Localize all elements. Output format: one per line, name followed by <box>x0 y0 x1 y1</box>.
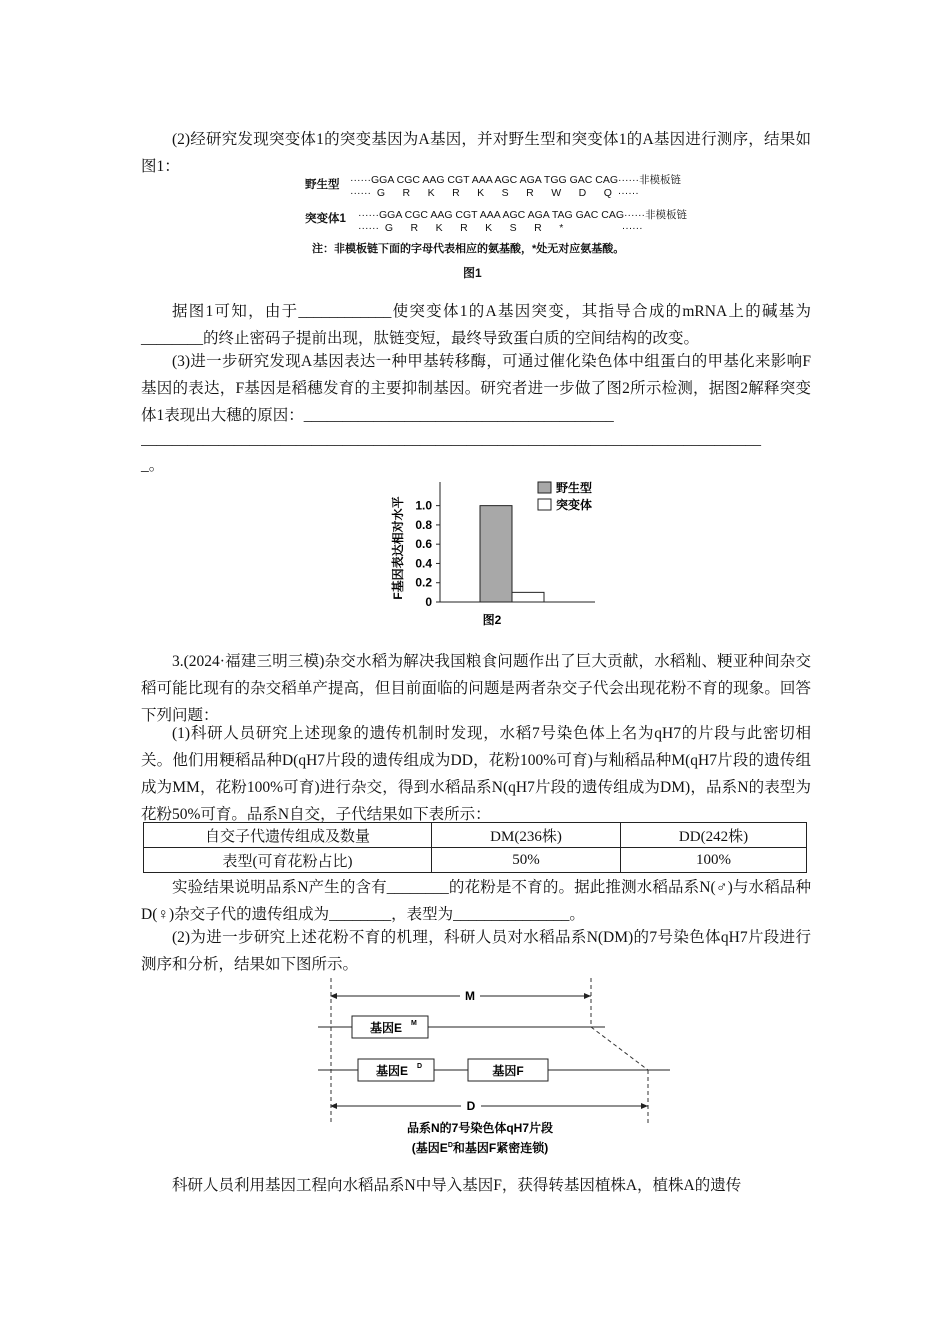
table-cell: DD(242株) <box>621 823 807 848</box>
problem-3-intro: 3.(2024·福建三明三模)杂交水稻为解决我国粮食问题作出了巨大贡献，水稻籼、粳亚种间杂交稻可能比现有的杂交稻单产提高，但目前面临的问题是两者杂交子代会出现花粉不育的现象。回答下列问题： <box>141 653 811 724</box>
figure-2-chart <box>380 474 620 630</box>
problem-3-result: 实验结果说明品系N产生的含有________的花粉是不育的。据此推测水稻品系N(♂)与水稻品种D(♀)杂交子代的遗传组成为________，表型为_______________。 <box>141 879 811 923</box>
wild-type-label: 野生型 <box>305 179 340 191</box>
gene-ed-label: 基因E <box>375 1064 409 1078</box>
bar-wild-type <box>480 506 512 602</box>
y-tick-label: 0 <box>425 595 432 609</box>
y-axis-label: F基因表达相对水平 <box>391 496 405 600</box>
answer-line-end: _。 <box>141 457 165 474</box>
mutant-sequence: ······GGA CGC AAG CGT AAA AGC AGA TAG GAC CAG······非模板链 <box>358 209 688 221</box>
wild-type-sequence: ······GGA CGC AAG CGT AAA AGC AGA TGG GAC CAG······非模板链 <box>350 174 681 186</box>
y-tick-label: 0.8 <box>415 517 432 532</box>
table-row <box>144 848 807 873</box>
gene-em-label: 基因E <box>369 1021 403 1035</box>
wild-type-amino-acids: ······ G R K R K S R W D Q ······ <box>350 187 639 199</box>
figure-1-note: 注：非模板链下面的字母代表相应的氨基酸，*处无对应氨基酸。 <box>312 243 625 255</box>
y-tick-label: 1.0 <box>415 498 432 513</box>
mutant-1-label: 突变体1 <box>305 213 346 225</box>
y-tick-label: 0.2 <box>415 575 432 590</box>
table-cell: 表型(可育花粉占比) <box>144 848 432 873</box>
legend-swatch <box>538 482 551 493</box>
diagram-caption: 品系N的7号染色体qH7片段 <box>406 1121 554 1135</box>
table-cell: 50% <box>432 848 621 873</box>
y-tick-label: 0.6 <box>415 537 432 552</box>
chromosome-diagram <box>310 974 680 1164</box>
legend-label: 突变体 <box>556 498 593 512</box>
legend-swatch <box>538 499 551 510</box>
q2-intro: (2)经研究发现突变体1的突变基因为A基因，并对野生型和突变体1的A基因进行测序，结果如图1： <box>141 131 811 175</box>
table-cell: DM(236株) <box>432 823 621 848</box>
figure-1-caption: 图1 <box>463 266 482 280</box>
answer-line: ________________________________________________________________________________ <box>141 431 761 448</box>
problem-3-part1: (1)科研人员研究上述现象的遗传机制时发现，水稻7号染色体上名为qH7的片段与此密切相关。他们用粳稻品种D(qH7片段的遗传组成为DD，花粉100%可育)与籼稻品种M(qH7片段的遗传组成为MM，花粉100%可育)进行杂交，得到水稻品系N(qH7片段的遗传组成为DM)，品系N的表型为花粉50%可育。品系N自交，子代结果如下表所示： <box>141 725 811 823</box>
table-cell: 100% <box>621 848 807 873</box>
m-label: M <box>465 989 475 1003</box>
offspring-table <box>143 822 807 873</box>
bar-mutant <box>512 592 544 602</box>
gene-ed-superscript: D <box>417 1063 423 1070</box>
problem-3-continuation: 科研人员利用基因工程向水稻品系N中导入基因F，获得转基因植株A，植株A的遗传 <box>172 1177 742 1194</box>
gene-em-superscript: M <box>411 1020 417 1027</box>
problem-3-part2: (2)为进一步研究上述花粉不育的机理，科研人员对水稻品系N(DM)的7号染色体qH7片段进行测序和分析，结果如下图所示。 <box>141 929 811 973</box>
d-label: D <box>466 1099 476 1113</box>
gene-f-label: 基因F <box>492 1064 524 1078</box>
y-tick-label: 0.4 <box>415 556 432 571</box>
mutant-amino-acids: ······ G R K R K S R * ······ <box>358 222 643 234</box>
table-cell: 自交子代遗传组成及数量 <box>144 823 432 848</box>
diagram-subcaption: (基因$E^D$和基因F紧密连锁) <box>411 1141 549 1155</box>
figure-2-caption: 图2 <box>482 613 502 627</box>
q3-question: (3)进一步研究发现A基因表达一种甲基转移酶，可通过催化染色体中组蛋白的甲基化来影响F基因的表达，F基因是稻穗发育的主要抑制基因。研究者进一步做了图2所示检测，据图2解释突变体1表现出大穗的原因：________________________________________ <box>141 353 811 424</box>
table-row <box>144 823 807 848</box>
legend-label: 野生型 <box>556 481 593 495</box>
deletion-indicator-line <box>591 1027 648 1070</box>
q2-answer-paragraph: 据图1可知，由于____________使突变体1的A基因突变，其指导合成的mRNA上的碱基为________的终止密码子提前出现，肽链变短，最终导致蛋白质的空间结构的改变。 <box>141 303 811 347</box>
